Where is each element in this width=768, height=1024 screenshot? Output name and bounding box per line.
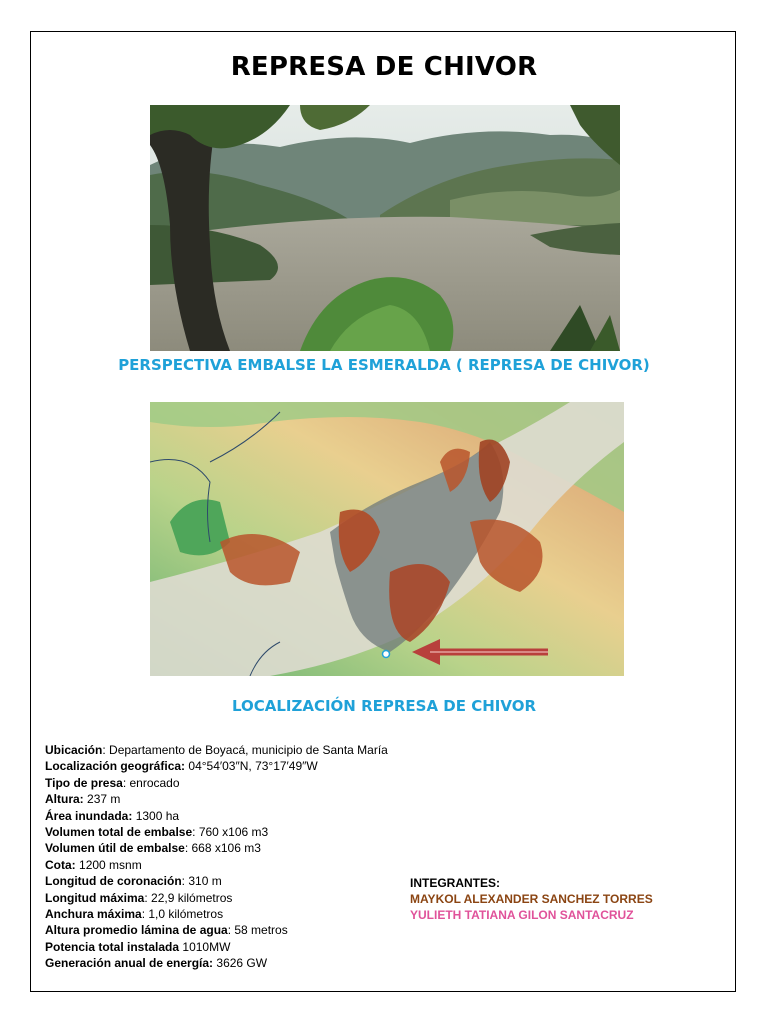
- info-row: Longitud de coronación: 310 m: [45, 874, 222, 889]
- photo-caption: PERSPECTIVA EMBALSE LA ESMERALDA ( REPRESA DE CHIVOR): [118, 356, 650, 374]
- team-block: [410, 875, 730, 923]
- reservoir-photo: [150, 105, 620, 351]
- info-row: Anchura máxima: 1,0 kilómetros: [45, 907, 224, 922]
- dam-info-list: [45, 742, 405, 972]
- info-row: Volumen total de embalse: 760 x106 m3: [45, 825, 269, 840]
- map-caption: LOCALIZACIÓN REPRESA DE CHIVOR: [231, 697, 537, 715]
- info-row: Ubicación: Departamento de Boyacá, municipio de Santa María: [45, 743, 388, 757]
- page-title: REPRESA DE CHIVOR: [230, 52, 538, 82]
- info-row: Localización geográfica: 04°54′03″N, 73°17′49″W: [45, 759, 318, 774]
- relief-map-icon: [150, 402, 624, 676]
- team-member: MAYKOL ALEXANDER SANCHEZ TORRES: [410, 892, 653, 906]
- dam-marker-icon: [383, 651, 390, 658]
- team-heading: INTEGRANTES:: [410, 876, 500, 890]
- team-member: YULIETH TATIANA GILON SANTACRUZ: [410, 908, 634, 922]
- info-row: Altura: 237 m: [45, 792, 121, 807]
- info-row: Tipo de presa: enrocado: [45, 775, 180, 790]
- info-row: Cota: 1200 msnm: [45, 857, 142, 872]
- info-row: Altura promedio lámina de agua: 58 metros: [45, 923, 288, 938]
- location-map: [150, 402, 624, 676]
- info-row: Longitud máxima: 22,9 kilómetros: [45, 890, 233, 905]
- info-row: Potencia total instalada 1010MW: [45, 939, 231, 954]
- info-row: Volumen útil de embalse: 668 x106 m3: [45, 841, 261, 856]
- info-row: Generación anual de energía: 3626 GW: [45, 956, 268, 971]
- info-row: Área inundada: 1300 ha: [45, 808, 180, 823]
- landscape-photo-icon: [150, 105, 620, 351]
